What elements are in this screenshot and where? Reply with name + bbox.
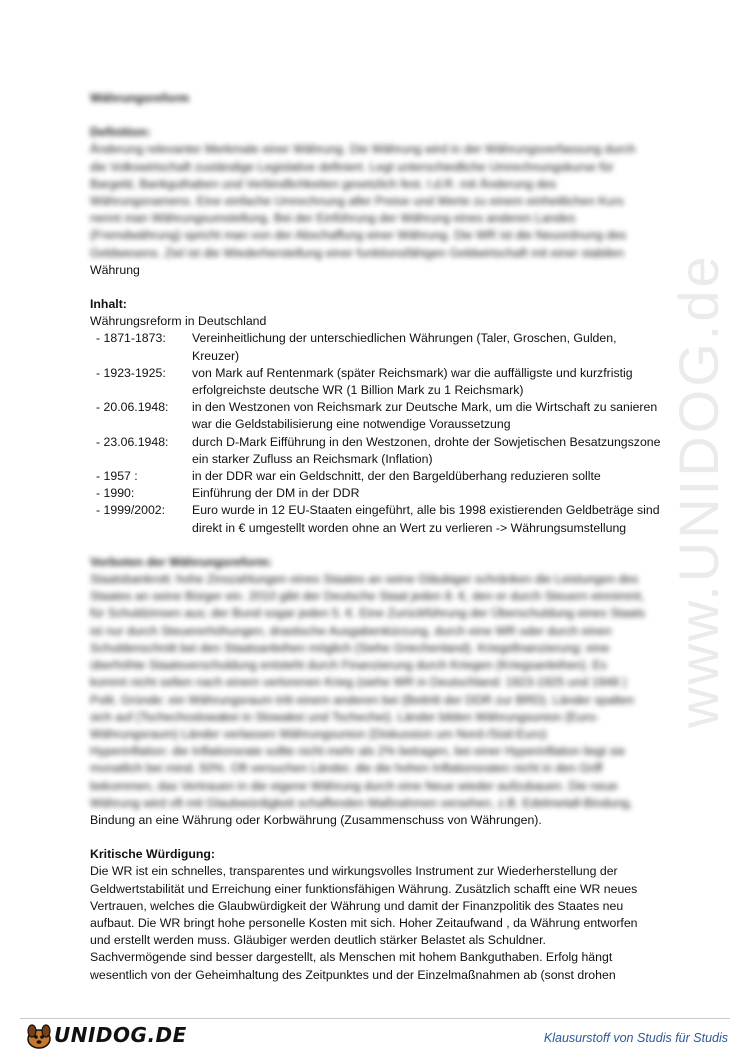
- inhalt-section: [90, 296, 665, 537]
- timeline-date: - 20.06.1948:: [96, 400, 169, 415]
- kritik-line: Sachvermögende sind besser dargestellt, als Menschen mit hohem Bankguthaben. Erfolg hängt: [90, 950, 613, 965]
- definition-line: Änderung relevanter Merkmale einer Währung. Die Währung wird in der Währungsverfassung durch: [90, 142, 636, 157]
- timeline-date: - 23.06.1948:: [96, 434, 169, 449]
- vorboten-line: bekommen, das Vertrauen in die eigene Währung durch eine Neue wieder aufzubauen. Die neue: [90, 778, 618, 793]
- vorboten-line: überhöhte Staatsverschuldung entsteht durch Finanzierung durch Kriegen (Kriegsanleihen). Es: [90, 658, 607, 673]
- vorboten-line: Hyperinflation: die Inflationsrate sollte nicht mehr als 2% betragen, bei einer Hyperinflation liegt sie: [90, 744, 626, 759]
- timeline-text: von Mark auf Rentenmark (später Reichsmark) war die auffälligste und kurzfristig erfolgreichste deutsche WR (1 Billion Mark zu 1 Reichsmark): [192, 365, 633, 398]
- logo-text: UNIDOG.DE: [54, 1023, 187, 1048]
- vorboten-line: monatlich bei mind. 50%. Oft versuchen Länder, die die hohen Inflationsraten nicht in den Griff: [90, 761, 603, 776]
- inhalt-heading: Inhalt:: [90, 297, 127, 312]
- timeline-date: - 1871-1873:: [96, 331, 166, 346]
- kritik-line: Vertrauen, welches die Glaubwürdigkeit der Währung und damit der Finanzpolitik des Staates neu: [90, 898, 624, 913]
- timeline-date: - 1990:: [96, 486, 135, 501]
- vorboten-section: [90, 554, 665, 829]
- vorboten-line: Polit. Gründe: ein Währungsraum tritt einem anderen bei (Beitritt der DDR zur BRD). Länder spalten: [90, 692, 635, 707]
- timeline-date: - 1923-1925:: [96, 365, 166, 380]
- vorboten-heading: Vorboten der Währungsreform:: [90, 554, 273, 569]
- timeline-text: Vereinheitlichung der unterschiedlichen Währungen (Taler, Groschen, Gulden, Kreuzer): [192, 331, 617, 363]
- vorboten-line: Währung wird oft mit Glaubwürdigkeit schaffenden Maßnahmen versehen, z.B. Edelmetall-Bindung,: [90, 795, 633, 810]
- vorboten-line: Staates an seine Bürger ein. 2010 gibt der Deutsche Staat jeden 8. €, den er durch Steuern einnimmt,: [90, 589, 645, 604]
- definition-heading: Definition:: [90, 125, 151, 140]
- vorboten-line: ist nur durch Steuererhöhungen, drastische Ausgabenkürzung, durch eine WR oder durch einen: [90, 623, 612, 638]
- vorboten-line: für Schuldzinsen aus; der Bund sogar jeden 5. €. Eine Zurückführung der Überschuldung eines Staats: [90, 606, 646, 621]
- timeline-text: Euro wurde in 12 EU-Staaten eingeführt, alle bis 1998 existierenden Geldbeträge sind direkt in € umgestellt worden ohne an Wert zu verlieren -> Währungsumstellung: [192, 503, 660, 535]
- vorboten-line: Staatsbankrott: hohe Zinszahlungen eines Staates an seine Gläubiger schränken die Leistungen des: [90, 572, 639, 587]
- vorboten-line: Währungsraum) Länder verlassen Währungsunion (Diskussion um Nord-/Süd-Euro): [90, 726, 547, 741]
- definition-section: [90, 124, 665, 279]
- timeline-text: Einführung der DM in der DDR: [192, 486, 360, 501]
- timeline-item: [90, 434, 665, 468]
- definition-line: die Volkswirtschaft zuständige Legislative definiert. Legt unterschiedliche Umrechnungskurse für: [90, 159, 614, 174]
- timeline-item: [90, 502, 665, 536]
- document-body: [90, 90, 665, 984]
- timeline-text: in der DDR war ein Geldschnitt, der den Bargeldüberhang reduzieren sollte: [192, 469, 601, 484]
- kritik-heading: Kritische Würdigung:: [90, 847, 216, 862]
- timeline-item: [90, 365, 665, 399]
- timeline-date: - 1999/2002:: [96, 503, 166, 518]
- footer-tagline: Klausurstoff von Studis für Studis: [543, 1031, 728, 1045]
- kritik-line: Die WR ist ein schnelles, transparentes und wirkungsvolles Instrument zur Wiederherstellung der: [90, 864, 618, 879]
- definition-line: Geldwesens. Ziel ist die Wiederherstellung einer funktionsfähigen Geldwirtschaft mit einer stabilen: [90, 245, 624, 260]
- definition-line: Bargeld, Bankguthaben und Verbindlichkeiten gesetzlich fest. I.d.R. mit Änderung des: [90, 176, 557, 191]
- dog-mascot-icon: [24, 1022, 54, 1050]
- vorboten-last-line: Bindung an eine Währung oder Korbwährung (Zusammenschuss von Währungen).: [90, 812, 542, 827]
- kritik-section: [90, 846, 665, 984]
- definition-line: nennt man Währungsumstellung. Bei der Einführung der Währung eines anderen Landes: [90, 211, 576, 226]
- timeline-item: [90, 399, 665, 433]
- timeline-item: [90, 468, 665, 485]
- document-title: Währungsreform: [90, 91, 190, 105]
- unidog-logo[interactable]: [24, 1022, 187, 1050]
- timeline-item: [90, 485, 665, 502]
- timeline-list: [90, 330, 665, 536]
- kritik-line: wesentlich von der Geheimhaltung des Zeitpunktes und der Einzelmaßnahmen ab (sonst drohen: [90, 967, 616, 982]
- vorboten-line: Schuldenschnitt bei den Staatsanleihen möglich (Siehe Griechenland). Kriegsfinanzierung: eine: [90, 640, 610, 655]
- watermark: www.UNIDOG.de: [667, 253, 730, 728]
- timeline-item: [90, 330, 665, 364]
- inhalt-subheading: Währungsreform in Deutschland: [90, 314, 267, 329]
- timeline-text: in den Westzonen von Reichsmark zur Deutsche Mark, um die Wirtschaft zu sanieren war die Geldstabilisierung eine notwendige Voraussetzung: [192, 400, 658, 432]
- kritik-line: Geldwertstabilität und Erreichung einer funktionsfähigen Währung. Zusätzlich schafft eine WR neues: [90, 881, 638, 896]
- footer-divider: [20, 1018, 730, 1019]
- vorboten-line: kommt nicht selten nach einem verlorenen Krieg (siehe WR in Deutschland: 1923-1925 und 1948 ): [90, 675, 627, 690]
- timeline-text: durch D-Mark Eifführung in den Westzonen, drohte der Sowjetischen Besatzungszone ein starker Zufluss an Reichsmark (Inflation): [192, 434, 661, 466]
- definition-line: Währungsnamens. Eine einfache Umrechnung aller Preise und Werte zu einem einheitlichen Kurs: [90, 194, 624, 209]
- vorboten-line: sich auf (Tschechoslowakei in Slowakei und Tschechei). Länder bilden Währungsunion (Euro-: [90, 709, 600, 724]
- kritik-line: aufbaut. Die WR bringt hohe personelle Kosten mit sich. Hoher Zeitaufwand , da Währung entworfen: [90, 915, 638, 930]
- kritik-line: und erstellt werden muss. Gläubiger werden deutlich stärker Belastet als Schuldner.: [90, 933, 546, 948]
- definition-last-line: Währung: [90, 262, 140, 277]
- definition-line: (Fremdwährung) spricht man von der Abschaffung einer Währung. Die WR ist die Neuordnung des: [90, 228, 627, 243]
- timeline-date: - 1957 :: [96, 469, 138, 484]
